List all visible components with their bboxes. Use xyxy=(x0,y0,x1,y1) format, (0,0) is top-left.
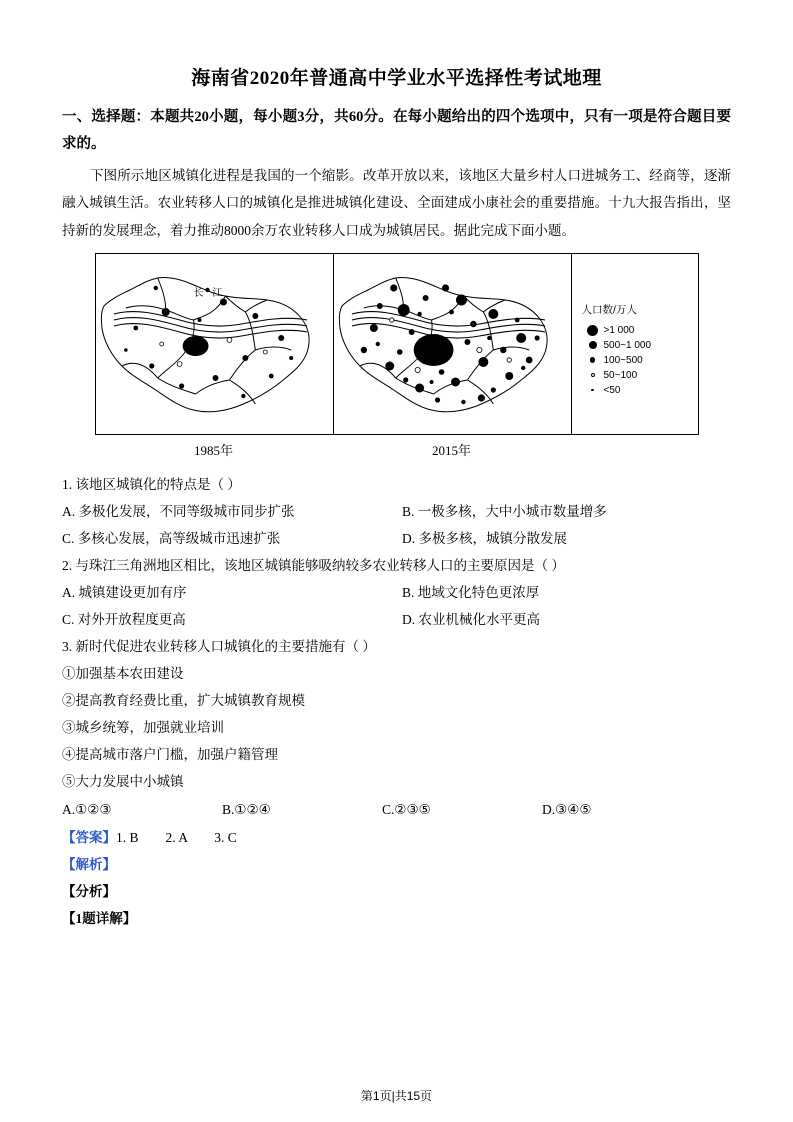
option-1-B[interactable]: B. 一极多核，大中小城市数量增多 xyxy=(402,503,607,519)
question-1-options-row-2 xyxy=(62,525,731,552)
analysis-line xyxy=(62,851,731,878)
question-1-number: 1. xyxy=(62,476,73,492)
question-1-options-row-1 xyxy=(62,498,731,525)
question-3-item-5: ⑤大力发展中小城镇 xyxy=(62,773,184,789)
option-1-D[interactable]: D. 多极多核，城镇分散发展 xyxy=(402,530,567,546)
question-3-options xyxy=(62,795,731,825)
legend-label: 100~500 xyxy=(603,354,643,366)
legend-dot-icon xyxy=(582,325,604,336)
option-3-C[interactable]: C.②③⑤ xyxy=(382,801,431,817)
legend-item xyxy=(582,323,692,338)
legend-label: >1 000 xyxy=(603,324,635,336)
legend-dot-icon xyxy=(582,341,604,349)
page-footer: 第1页|共15页 xyxy=(360,1089,433,1103)
map-1985-drawing xyxy=(96,254,333,434)
fenxi-tag: 【分析】 xyxy=(62,884,116,900)
option-2-A[interactable]: A. 城镇建设更加有序 xyxy=(62,584,187,600)
question-1-body: 该地区城镇化的特点是（ ） xyxy=(75,476,241,492)
option-1-A[interactable]: A. 多极化发展，不同等级城市同步扩张 xyxy=(62,503,295,519)
question-3-item-1: ①加强基本农田建设 xyxy=(62,665,184,681)
legend-item xyxy=(582,353,692,368)
question-2-text xyxy=(62,552,731,579)
page-title: 海南省2020年普通高中学业水平选择性考试地理 xyxy=(191,68,602,89)
caption-1985: 1985年 xyxy=(193,442,233,458)
legend-item xyxy=(582,383,692,398)
figure-legend xyxy=(572,254,698,434)
option-3-B[interactable]: B.①②④ xyxy=(222,801,271,817)
option-2-D[interactable]: D. 农业机械化水平更高 xyxy=(402,611,540,627)
detail-line xyxy=(62,905,731,932)
map-panel-1985 xyxy=(96,254,334,434)
figure-captions xyxy=(95,440,699,459)
legend-dot-icon xyxy=(582,389,604,392)
river-label: 长 江 xyxy=(193,287,226,299)
answer-line xyxy=(62,824,731,851)
legend-label: 500~1 000 xyxy=(603,339,652,351)
question-3-item-4: ④提高城市落户门槛，加强户籍管理 xyxy=(62,746,278,762)
option-3-A[interactable]: A.①②③ xyxy=(62,801,112,817)
question-3-text xyxy=(62,633,731,660)
question-2-body: 与珠江三角洲地区相比，该地区城镇能够吸纳较多农业转移人口的主要原因是（ ） xyxy=(75,557,565,573)
question-3-item-2: ②提高教育经费比重，扩大城镇教育规模 xyxy=(62,692,305,708)
answer-values: 1. B 2. A 3. C xyxy=(116,830,237,846)
legend-label: 50~100 xyxy=(603,369,638,381)
fenxi-line xyxy=(62,878,731,905)
legend-label: <50 xyxy=(603,384,621,396)
option-2-C[interactable]: C. 对外开放程度更高 xyxy=(62,611,186,627)
caption-2015: 2015年 xyxy=(431,442,471,458)
question-3-item-3: ③城乡统筹，加强就业培训 xyxy=(62,719,224,735)
legend-item xyxy=(582,368,692,383)
legend-dot-icon xyxy=(582,373,604,377)
question-stem: 下图所示地区城镇化进程是我国的一个缩影。改革开放以来，该地区大量乡村人口进城务工、经商等，逐渐融入城镇生活。农业转移人口的城镇化是推进城镇化建设、全面建成小康社会的重要措施。十九大报告指出，坚持新的发展理念，着力推动8000余万农业转移人口成为城镇居民。据此完成下面小题。 xyxy=(62,167,731,238)
option-2-B[interactable]: B. 地域文化特色更浓厚 xyxy=(402,584,540,600)
legend-dot-icon xyxy=(582,357,604,363)
figure-container xyxy=(62,253,731,435)
question-3-body: 新时代促进农业转移人口城镇化的主要措施有（ ） xyxy=(75,638,376,654)
section-heading: 一、选择题：本题共20小题，每小题3分，共60分。在每小题给出的四个选项中，只有一项是符合题目要求的。 xyxy=(62,109,731,152)
question-2-options-row-2 xyxy=(62,606,731,633)
option-1-C[interactable]: C. 多核心发展，高等级城市迅速扩张 xyxy=(62,530,281,546)
detail-tag: 【1题详解】 xyxy=(62,911,137,927)
figure-box xyxy=(95,253,699,435)
legend-title: 人口数/万人 xyxy=(581,303,637,316)
option-3-D[interactable]: D.③④⑤ xyxy=(542,801,592,817)
map-2015-drawing xyxy=(334,254,571,434)
question-3-number: 3. xyxy=(62,638,73,654)
map-panel-2015 xyxy=(334,254,572,434)
question-1-text xyxy=(62,471,731,498)
answer-tag: 【答案】 xyxy=(62,830,116,846)
legend-item xyxy=(582,338,692,353)
analysis-tag: 【解析】 xyxy=(62,857,116,873)
question-2-number: 2. xyxy=(62,557,73,573)
question-2-options-row-1 xyxy=(62,579,731,606)
